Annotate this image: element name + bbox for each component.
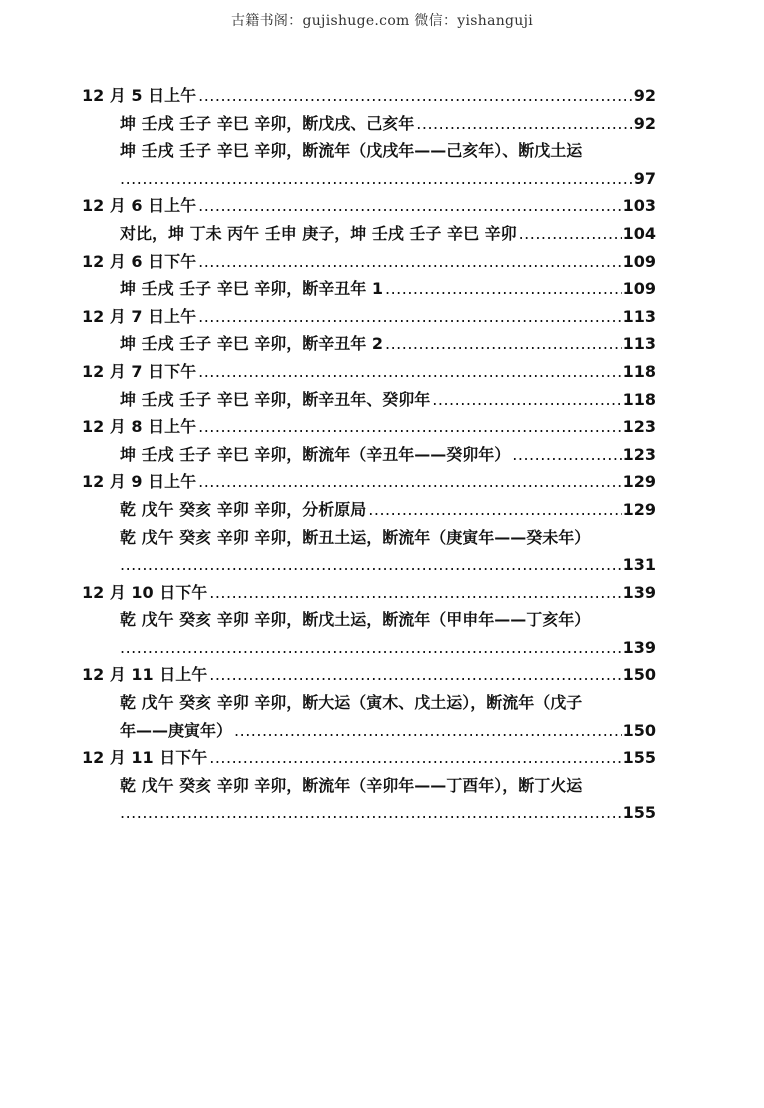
toc-entry[interactable] bbox=[82, 275, 656, 303]
leader-dots bbox=[234, 717, 622, 745]
leader-dots bbox=[432, 386, 621, 414]
toc-page-number: 92 bbox=[633, 86, 656, 105]
toc-entry-title-cont: 年——庚寅年） bbox=[120, 720, 233, 740]
watermark: 古籍书阁：gujishuge.com 微信：yishanguji bbox=[230, 13, 534, 29]
toc-page-number: 113 bbox=[622, 306, 656, 326]
toc-page-number: 109 bbox=[622, 251, 656, 271]
leader-dots bbox=[198, 468, 621, 496]
toc-entry-title: 12 月 10 日下午 bbox=[82, 582, 208, 602]
leader-dots bbox=[416, 110, 632, 138]
toc-page-number: 123 bbox=[622, 444, 656, 464]
toc-page-number: 92 bbox=[633, 113, 656, 133]
toc-entry-title: 12 月 5 日上午 bbox=[82, 86, 197, 105]
toc-page-number: 118 bbox=[622, 389, 656, 409]
toc-entry-title[interactable]: 乾 戊午 癸亥 辛卯 辛卯，断大运（寅木、戊土运），断流年（戊子 bbox=[120, 693, 583, 713]
toc-entry[interactable] bbox=[82, 386, 656, 414]
leader-dots bbox=[368, 496, 621, 524]
leader-dots bbox=[198, 82, 633, 110]
toc-entry-title[interactable]: 乾 戊午 癸亥 辛卯 辛卯，断丑土运，断流年（庚寅年——癸未年） bbox=[120, 527, 591, 547]
toc-entry-title: 12 月 7 日下午 bbox=[82, 361, 197, 381]
toc-page-number: 150 bbox=[622, 665, 656, 685]
toc-entry-title: 12 月 9 日上午 bbox=[82, 472, 197, 492]
leader-dots bbox=[209, 744, 621, 772]
toc-entry[interactable] bbox=[82, 468, 656, 496]
leader-dots bbox=[512, 441, 621, 469]
toc-entry[interactable] bbox=[82, 248, 656, 276]
leader-dots bbox=[385, 330, 622, 358]
toc-entry[interactable] bbox=[82, 661, 656, 689]
toc-entry-title: 12 月 11 日上午 bbox=[82, 665, 208, 685]
toc-entry-title: 坤 壬戌 壬子 辛巳 辛卯，断辛丑年、癸卯年 bbox=[120, 389, 431, 409]
toc-entry-title: 乾 戊午 癸亥 辛卯 辛卯，分析原局 bbox=[120, 499, 367, 519]
toc-page-number: 104 bbox=[622, 223, 656, 243]
leader-dots bbox=[120, 634, 622, 662]
toc-page-number: 113 bbox=[622, 334, 656, 354]
toc-entry-title: 12 月 8 日上午 bbox=[82, 417, 197, 437]
toc-page-number: 129 bbox=[622, 472, 656, 492]
toc-entry[interactable] bbox=[82, 496, 656, 524]
toc-page-number: 150 bbox=[622, 720, 656, 740]
toc-entry[interactable] bbox=[82, 110, 656, 138]
leader-dots bbox=[198, 413, 621, 441]
toc-page-number: 139 bbox=[622, 582, 656, 602]
toc-entry[interactable] bbox=[82, 82, 656, 110]
toc-entry-title[interactable]: 乾 戊午 癸亥 辛卯 辛卯，断流年（辛卯年——丁酉年），断丁火运 bbox=[120, 775, 583, 795]
toc-page-number: 139 bbox=[622, 637, 656, 657]
leader-dots bbox=[519, 220, 622, 248]
leader-dots bbox=[198, 358, 621, 386]
toc-entry[interactable] bbox=[82, 579, 656, 607]
toc-entry-title: 坤 壬戌 壬子 辛巳 辛卯，断辛丑年 1 bbox=[120, 279, 383, 299]
toc-entry-continuation[interactable] bbox=[82, 551, 656, 579]
toc-entry-title: 12 月 7 日上午 bbox=[82, 306, 197, 326]
leader-dots bbox=[120, 165, 633, 193]
toc-entry-title: 坤 壬戌 壬子 辛巳 辛卯，断流年（辛丑年——癸卯年） bbox=[120, 444, 511, 464]
toc-entry-title: 12 月 6 日上午 bbox=[82, 196, 197, 216]
toc-page-number: 103 bbox=[622, 196, 656, 216]
leader-dots bbox=[198, 192, 621, 220]
toc-entry-continuation[interactable] bbox=[82, 717, 656, 745]
toc-page-number: 109 bbox=[622, 279, 656, 299]
toc-entry-title: 坤 壬戌 壬子 辛巳 辛卯，断戊戌、己亥年 bbox=[120, 113, 415, 133]
toc-entry[interactable] bbox=[82, 330, 656, 358]
leader-dots bbox=[198, 248, 621, 276]
toc-entry-continuation[interactable] bbox=[82, 165, 656, 193]
toc-entry-title: 12 月 11 日下午 bbox=[82, 748, 208, 768]
toc-entry[interactable] bbox=[82, 744, 656, 772]
leader-dots bbox=[198, 303, 621, 331]
toc-entry-continuation[interactable] bbox=[82, 799, 656, 827]
toc-entry[interactable] bbox=[82, 413, 656, 441]
toc-entry[interactable] bbox=[82, 192, 656, 220]
toc-entry[interactable] bbox=[82, 441, 656, 469]
toc-entry-title: 12 月 6 日下午 bbox=[82, 251, 197, 271]
toc-page-number: 123 bbox=[622, 417, 656, 437]
toc-entry-continuation[interactable] bbox=[82, 634, 656, 662]
toc-page-number: 97 bbox=[633, 168, 656, 188]
toc-page-number: 129 bbox=[622, 499, 656, 519]
toc-entry[interactable] bbox=[82, 358, 656, 386]
toc-page-number: 155 bbox=[622, 748, 656, 768]
toc-entry-title[interactable]: 坤 壬戌 壬子 辛巳 辛卯，断流年（戊戌年——己亥年）、断戊土运 bbox=[120, 141, 583, 161]
leader-dots bbox=[209, 579, 621, 607]
toc-entry[interactable] bbox=[82, 303, 656, 331]
toc-page-number: 155 bbox=[622, 803, 656, 823]
leader-dots bbox=[385, 275, 622, 303]
toc-entry-title[interactable]: 乾 戊午 癸亥 辛卯 辛卯，断戊土运，断流年（甲申年——丁亥年） bbox=[120, 610, 591, 630]
leader-dots bbox=[120, 551, 622, 579]
toc-page-number: 118 bbox=[622, 361, 656, 381]
table-of-contents bbox=[82, 82, 656, 827]
leader-dots bbox=[209, 661, 621, 689]
toc-page-number: 131 bbox=[622, 555, 656, 575]
toc-entry-title: 坤 壬戌 壬子 辛巳 辛卯，断辛丑年 2 bbox=[120, 334, 383, 354]
leader-dots bbox=[120, 799, 622, 827]
toc-entry[interactable] bbox=[82, 220, 656, 248]
toc-entry-title: 对比，坤 丁未 丙午 壬申 庚子，坤 壬戌 壬子 辛巳 辛卯 bbox=[120, 223, 517, 243]
